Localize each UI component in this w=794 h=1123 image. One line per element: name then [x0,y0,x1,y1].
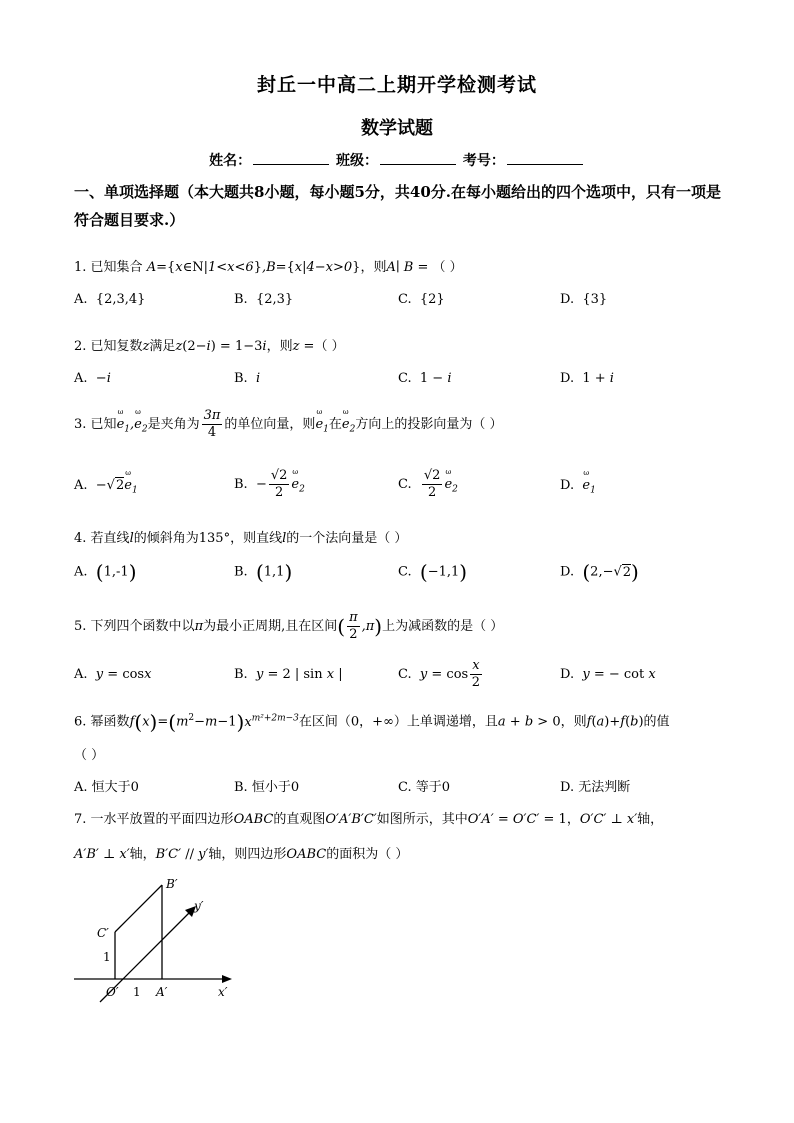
question-6-cont: （ ） [74,748,105,763]
q1-option-d[interactable]: D. {3} [560,292,608,307]
q6-option-d[interactable]: D. 无法判断 [560,780,631,795]
q2-option-a[interactable]: A. −i [74,371,111,386]
question-6: 6. 幂函数$f(x)=(m^2-m-1)x^{m^2+2m-3}$在区间（0，+∞）上单调递增，且a + b > 0，则f(a)+f(b)的值 [74,710,670,734]
q1-option-b[interactable]: B. {2,3} [234,292,294,307]
question-5: 5. 下列四个函数中以π为最小正周期,且在区间( $\frac{\pi}{2}$ ,π)上为减函数的是（ ） [74,610,504,642]
student-info-line [0,150,794,170]
q4-option-d[interactable]: D. (2,−√2) [560,560,639,584]
label-x: x′ [218,985,228,999]
q6-option-a[interactable]: A. 恒大于0 [74,780,139,795]
exam-no-label: 考号： [462,153,505,169]
set-expression: A={x∈N|1<x<6},B={x|4−x>0} [146,260,361,275]
label-y: y′ [194,899,204,913]
q3-option-b[interactable]: B. − $\frac{√2}{2}$ ω $e_2$ [234,468,305,501]
q2-option-c[interactable]: C. 1 − i [398,371,452,386]
section-heading: 一、单项选择题（本大题共8小题，每小题5分，共40分.在每小题给出的四个选项中，只有一项是符合题目要求.） [74,183,721,229]
q2-option-b[interactable]: B. i [234,371,261,386]
exam-subtitle: 数学试题 [361,118,433,139]
question-7: 7. 一水平放置的平面四边形OABC的直观图O′A′B′C′如图所示，其中O′A′ = O′C′ = 1，O′C′ ⊥ x′轴， [74,812,664,827]
label-one-bottom: 1 [133,985,141,999]
q1-option-c[interactable]: C. {2} [398,292,445,307]
label-o: O′ [106,985,119,999]
label-b: B′ [166,877,178,891]
question-4: 4. 若直线l的倾斜角为135°，则直线l的一个法向量是（ ） [74,531,408,546]
exam-title: 封丘一中高二上期开学检测考试 [256,74,537,96]
q3-option-d[interactable]: D. ω $e_1$ [560,478,596,496]
q5-option-c[interactable]: C. y = cos $\frac{x}{2}$ [398,658,480,690]
question-2: 2. 已知复数z满足z(2−i) = 1−3i，则z =（ ） [74,339,345,354]
q2-option-d[interactable]: D. 1 + i [560,371,614,386]
class-label: 班级： [336,153,378,169]
q5-option-b[interactable]: B. y = 2 | sin x | [234,667,343,682]
question-7-cont: A′B′ ⊥ x′轴，B′C′ // y′轴，则四边形OABC的面积为（ ） [74,847,409,862]
label-a: A′ [156,985,168,999]
question-3: 3. 已知ω $e_1,\omega$ $e_2$是夹角为 $\frac{3\pi}{4}$ 的单位向量，则ω $e_1$在ω $e_2$方向上的投影向量为（ ） [74,408,502,441]
class-blank[interactable] [380,152,456,165]
q1-option-a[interactable]: A. {2,3,4} [74,292,146,307]
intuitive-diagram [70,872,245,1014]
q3-option-c[interactable]: C. $\frac{√2}{2}$ ω $e_2$ [398,468,458,501]
q6-option-b[interactable]: B. 恒小于0 [234,780,300,795]
q3-option-a[interactable]: A. −√2ω $e_1$ [74,478,138,496]
q4-option-a[interactable]: A. (1,-1) [74,560,137,584]
label-one-left: 1 [103,950,111,964]
q4-option-b[interactable]: B. (1,1) [234,560,293,584]
name-blank[interactable] [253,152,329,165]
exam-no-blank[interactable] [507,152,583,165]
question-1: 1. 已知集合 A={x∈N|1<x<6},B={x|4−x>0}，则A∣ B = （ ） [74,260,463,275]
q6-option-c[interactable]: C. 等于0 [398,780,451,795]
label-c: C′ [97,926,109,940]
edge-c-b [115,885,162,932]
q5-option-a[interactable]: A. y = cosx [74,667,152,682]
x-axis-arrow [222,975,232,983]
q5-option-d[interactable]: D. y = − cot x [560,667,656,682]
name-label: 姓名： [209,153,252,169]
q4-option-c[interactable]: C. (−1,1) [398,560,468,584]
